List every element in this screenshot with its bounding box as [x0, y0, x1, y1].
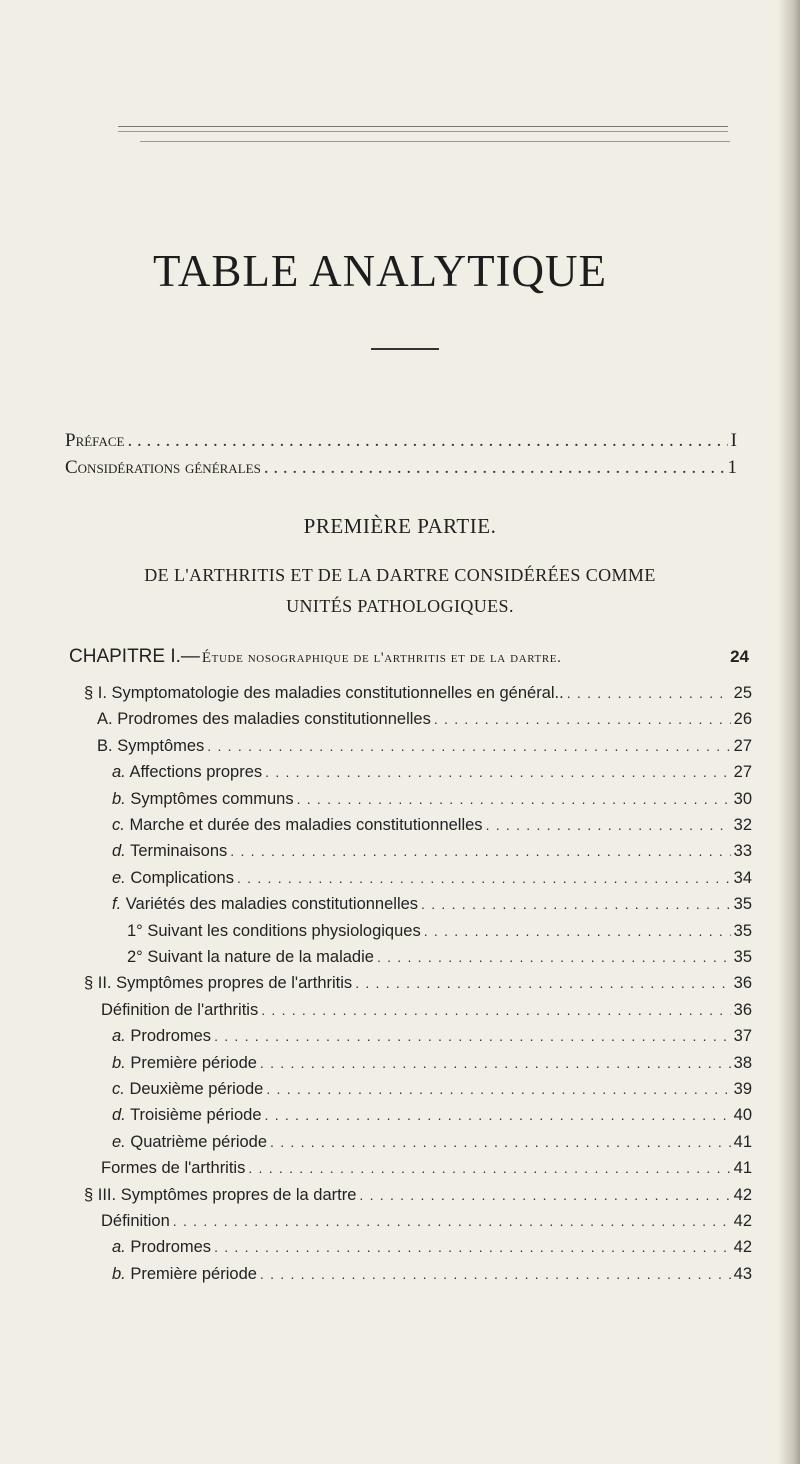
toc-page-number: 36 — [733, 974, 752, 993]
leader-dots — [237, 865, 731, 891]
toc-entry-text: Complications — [130, 868, 234, 887]
page-edge-shadow — [778, 0, 800, 1464]
toc-page-number: 36 — [733, 1000, 752, 1019]
leader-dots — [260, 1261, 731, 1287]
toc-entry[interactable] — [127, 944, 752, 970]
toc-entry-text: Première période — [130, 1053, 257, 1072]
leader-dots — [434, 706, 731, 732]
chapter-label: CHAPITRE I.— — [69, 646, 200, 667]
toc-entry[interactable] — [97, 706, 752, 732]
toc-entry-text: Deuxième période — [129, 1080, 264, 1098]
toc-page-number: I — [730, 430, 737, 451]
leader-dots — [567, 680, 731, 706]
part-title: PREMIÈRE PARTIE. — [303, 514, 497, 538]
toc-entry-label — [127, 944, 374, 970]
toc-entry-prefix: § II. — [84, 974, 112, 993]
toc-entry-label — [112, 865, 234, 891]
toc-entry-label — [84, 680, 564, 706]
toc-page-number: 26 — [733, 710, 752, 729]
toc-entry-text: Prodromes — [130, 1238, 212, 1257]
leader-dots — [173, 1208, 731, 1234]
top-rule — [118, 126, 728, 127]
toc-entry-text: Suivant les conditions physiologiques — [147, 921, 421, 940]
toc-entry[interactable] — [112, 812, 752, 838]
toc-entry-text: Symptômes propres de l'arthritis — [116, 974, 353, 993]
leader-dots — [359, 1182, 730, 1208]
leader-dots — [421, 891, 731, 917]
toc-entry-label — [101, 1208, 170, 1234]
toc-entry-text: Définition — [101, 1212, 170, 1230]
toc-entry-text: Terminaisons — [130, 842, 228, 861]
toc-entry[interactable] — [112, 1050, 752, 1076]
toc-entry-prefix: § I. — [84, 684, 107, 702]
leader-dots — [248, 1155, 730, 1181]
leader-dots — [270, 1129, 731, 1155]
toc-page-number: 35 — [733, 921, 752, 940]
toc-entry-text: Symptômes — [117, 736, 205, 755]
toc-entry[interactable] — [112, 786, 752, 812]
toc-entry[interactable] — [112, 891, 752, 917]
toc-entry-label — [112, 838, 227, 864]
toc-entry[interactable] — [112, 838, 752, 864]
toc-entry-label — [112, 1129, 267, 1155]
toc-entry-prefix: a. — [112, 763, 126, 782]
toc-entry[interactable] — [84, 970, 752, 996]
part-subtitle: DE L'ARTHRITIS ET DE LA DARTRE CONSIDÉRÉES COMME — [144, 565, 656, 585]
top-rule — [118, 131, 728, 132]
toc-page-number: 24 — [730, 647, 749, 666]
toc-entry[interactable] — [101, 997, 752, 1023]
toc-entry-prefix: B. — [97, 736, 113, 755]
toc-entry-label — [101, 1155, 245, 1181]
toc-page-number: 27 — [733, 736, 752, 755]
toc-entry-prefix: 1° — [127, 921, 143, 940]
toc-entry-text: Troisième période — [130, 1106, 262, 1125]
toc-entry-prefix: § III. — [84, 1185, 117, 1204]
toc-entry-label — [97, 706, 431, 732]
leader-dots — [265, 1102, 731, 1128]
leader-dots — [265, 759, 731, 785]
leader-dots — [424, 918, 731, 944]
part-subtitle: UNITÉS PATHOLOGIQUES. — [286, 596, 514, 616]
leader-dots — [264, 457, 725, 479]
toc-page-number: 39 — [733, 1080, 752, 1098]
toc-entry-prefix: e. — [112, 1132, 126, 1151]
toc-page-number: 32 — [733, 816, 752, 834]
page-title: TABLE ANALYTIQUE — [152, 246, 608, 296]
toc-entry-label — [84, 1182, 356, 1208]
title-rule — [371, 348, 439, 350]
toc-page-number: 27 — [733, 763, 752, 782]
toc-entry[interactable] — [101, 1155, 752, 1181]
toc-entry-prefix: a. — [112, 1027, 126, 1046]
toc-entry-prefix: b. — [112, 1053, 126, 1072]
toc-entry-prefix: c. — [112, 1080, 125, 1098]
toc-entry-text: Suivant la nature de la maladie — [147, 948, 374, 966]
toc-entry-label — [84, 970, 352, 996]
toc-page-number: 25 — [733, 684, 752, 702]
toc-entry-prefix: b. — [112, 1264, 126, 1283]
toc-entry-label — [112, 1050, 257, 1076]
toc-page-number: 35 — [733, 948, 752, 966]
toc-entry-label — [112, 812, 483, 838]
toc-entry-text: Variétés des maladies constitutionnelles — [125, 895, 419, 914]
toc-entry-text: Quatrième période — [130, 1132, 268, 1151]
leader-dots — [486, 812, 731, 838]
toc-entry-prefix: A. — [97, 710, 113, 729]
toc-entry-text: Prodromes — [130, 1027, 212, 1046]
leader-dots — [355, 970, 730, 996]
toc-entry[interactable] — [127, 918, 752, 944]
toc-entry[interactable] — [112, 1076, 752, 1102]
toc-entry-prefix: f. — [112, 895, 122, 914]
toc-entry-text: Affections propres — [129, 763, 263, 782]
leader-dots — [266, 1076, 730, 1102]
toc-entry-label — [112, 1102, 262, 1128]
toc-page-number: 33 — [733, 842, 752, 861]
toc-entry[interactable] — [112, 1129, 752, 1155]
leader-dots — [377, 944, 731, 970]
leader-dots — [214, 1234, 731, 1260]
leader-dots — [127, 430, 727, 452]
toc-entry[interactable] — [112, 1234, 752, 1260]
toc-page-number: 1 — [727, 457, 737, 478]
toc-front-entry[interactable] — [65, 430, 737, 452]
toc-entry-label — [112, 1234, 211, 1260]
toc-entry-text: Prodromes des maladies constitutionnelles — [117, 710, 431, 729]
toc-entry[interactable] — [84, 1182, 752, 1208]
toc-page-number: 42 — [733, 1185, 752, 1204]
toc-entry-text: Marche et durée des maladies constitutionnelles — [129, 816, 483, 834]
toc-entry-prefix: a. — [112, 1238, 126, 1257]
toc-page-number: 41 — [733, 1132, 752, 1151]
toc-entry-prefix: d. — [112, 842, 126, 861]
toc-entry-prefix: d. — [112, 1106, 126, 1125]
toc-entry-prefix: e. — [112, 868, 126, 887]
toc-entry-label — [101, 997, 258, 1023]
toc-page-number: 37 — [733, 1027, 752, 1046]
leader-dots — [261, 997, 730, 1023]
toc-page-number: 30 — [733, 789, 752, 808]
toc-page-number: 40 — [733, 1106, 752, 1125]
toc-entry[interactable] — [84, 680, 752, 706]
toc-entry-text: Symptômes communs — [130, 789, 294, 808]
toc-entry[interactable] — [101, 1208, 752, 1234]
toc-entry-text: Définition de l'arthritis — [101, 1000, 259, 1019]
toc-entry[interactable] — [112, 1102, 752, 1128]
toc-page-number: 34 — [733, 868, 752, 887]
toc-page-number: 42 — [733, 1238, 752, 1257]
toc-entry-prefix: 2° — [127, 948, 143, 966]
toc-entry-label — [112, 786, 294, 812]
toc-entry-text: Symptômes propres de la dartre — [120, 1185, 357, 1204]
toc-entry-text: Formes de l'arthritis — [101, 1159, 246, 1178]
toc-entry[interactable] — [112, 1023, 752, 1049]
toc-entry[interactable] — [112, 759, 752, 785]
leader-dots — [260, 1050, 731, 1076]
toc-page-number: 43 — [733, 1264, 752, 1283]
toc-entry-label — [112, 1261, 257, 1287]
toc-entry-label — [112, 891, 418, 917]
toc-entry-text: Symptomatologie des maladies constitutionnelles en général.. — [111, 684, 564, 702]
toc-page-number: 38 — [733, 1053, 752, 1072]
toc-entry[interactable] — [97, 733, 752, 759]
chapter-heading[interactable] — [69, 646, 749, 668]
toc-entry-text: Première période — [130, 1264, 257, 1283]
toc-entry-label — [112, 759, 262, 785]
leader-dots — [230, 838, 730, 864]
toc-entry[interactable] — [112, 1261, 752, 1287]
toc-entry-prefix: b. — [112, 789, 126, 808]
leader-dots — [214, 1023, 731, 1049]
toc-page-number: 41 — [733, 1159, 752, 1178]
toc-entry-prefix: c. — [112, 816, 125, 834]
leader-dots — [207, 733, 730, 759]
toc-entry-label: Préface — [65, 430, 125, 451]
toc-entry-label — [97, 733, 204, 759]
chapter-title: Étude nosographique de l'arthritis et de la dartre. — [201, 650, 562, 666]
toc-page-number: 35 — [733, 895, 752, 914]
toc-entry-label — [112, 1023, 211, 1049]
top-rule — [140, 141, 730, 142]
toc-entry-label — [127, 918, 421, 944]
toc-page-number: 42 — [733, 1212, 752, 1230]
toc-front-entry[interactable] — [65, 457, 737, 479]
toc-entry-label — [112, 1076, 263, 1102]
leader-dots — [297, 786, 731, 812]
toc-entry-label: Considérations générales — [65, 457, 261, 478]
toc-entry[interactable] — [112, 865, 752, 891]
